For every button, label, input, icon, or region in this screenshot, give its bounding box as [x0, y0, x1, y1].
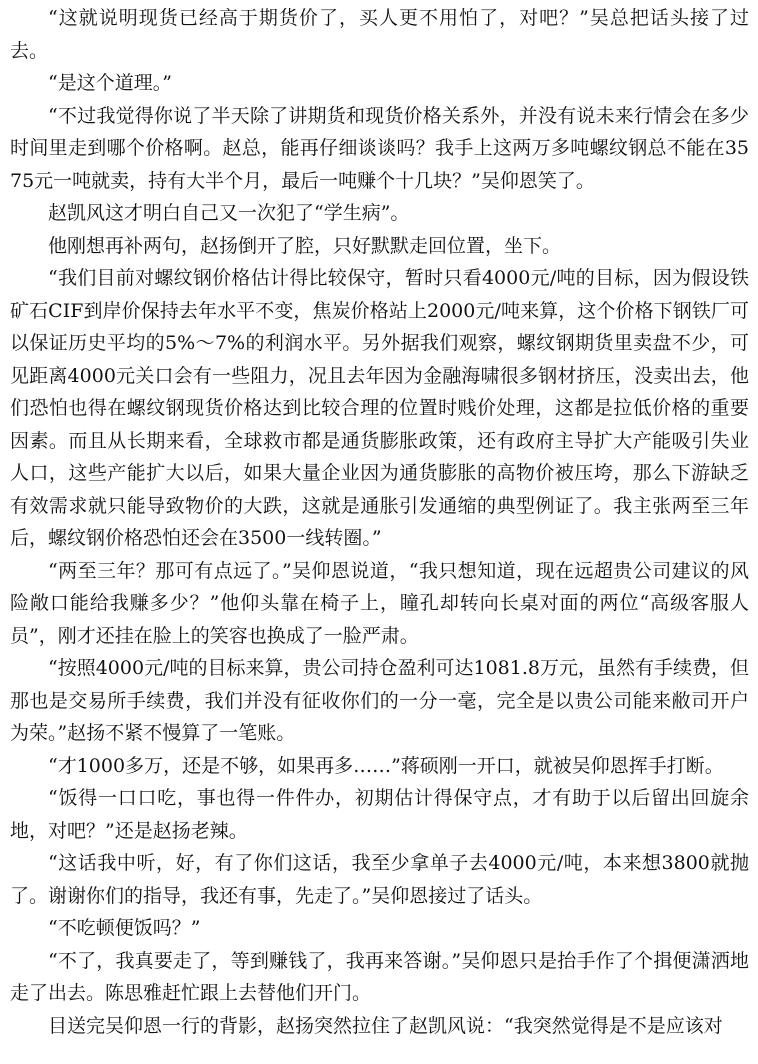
paragraph: “是这个道理。”	[48, 72, 172, 94]
paragraph: 他刚想再补两句，赵扬倒开了腔，只好默默走回位置，坐下。	[48, 234, 562, 257]
paragraph: 目送完吴仰恩一行的背影，赵扬突然拉住了赵凯风说：“我突然觉得是不是应该对	[48, 1014, 723, 1037]
paragraph: “两至三年？那可有点远了。”吴仰恩说道，“我只想知道，现在远超贵公司建议的风险敞口能给我赚多少？”他仰头靠在椅子上，瞳孔却转向长桌对面的两位“高级客服人员”，刚才还挂在脸上的笑容也换成了一脸严肃。	[10, 559, 749, 647]
paragraph: “才1000多万，还是不够，如果再多……”蒋硕刚一开口，就被吴仰恩挥手打断。	[48, 754, 724, 777]
paragraph: “不过我觉得你说了半天除了讲期货和现货价格关系外，并没有说未来行情会在多少时间里走到哪个价格啊。赵总，能再仔细谈谈吗？我手上这两万多吨螺纹钢总不能在3575元一吨就卖，持有大半个月，最后一吨赚个十几块？”吴仰恩笑了。	[10, 104, 749, 192]
paragraph: “这就说明现货已经高于期货价了，买人更不用怕了，对吧？”吴总把话头接了过去。	[10, 7, 749, 62]
paragraph: “这话我中听，好，有了你们这话，我至少拿单子去4000元/吨，本来想3800就抛了。谢谢你们的指导，我还有事，先走了。”吴仰恩接过了话头。	[10, 852, 749, 907]
paragraph: “我们目前对螺纹钢价格估计得比较保守，暂时只看4000元/吨的目标，因为假设铁矿石CIF到岸价保持去年水平不变，焦炭价格站上2000元/吨来算，这个价格下钢铁厂可以保证历史平均的5%～7%的利润水平。另外据我们观察，螺纹钢期货里卖盘不少，可见距离4000元关口会有一些阻力，况且去年因为金融海啸很多钢材挤压，没卖出去，他们恐怕也得在螺纹钢现货价格达到比较合理的位置时贱价处理，这都是拉低价格的重要因素。而且从长期来看，全球救市都是通货膨胀政策，还有政府主导扩大产能吸引失业人口，这些产能扩大以后，如果大量企业因为通货膨胀的高物价被压垮，那么下游缺乏有效需求就只能导致物价的大跌，这就是通胀引发通缩的典型例证了。我主张两至三年后，螺纹钢价格恐怕还会在3500一线转圈。”	[10, 267, 749, 549]
paragraph: “不吃顿便饭吗？”	[48, 917, 201, 939]
paragraph: “饭得一口口吃，事也得一件件办，初期估计得保守点，才有助于以后留出回旋余地，对吧？”还是赵扬老辣。	[10, 787, 749, 842]
paragraph: “不了，我真要走了，等到赚钱了，我再来答谢。”吴仰恩只是抬手作了个揖便潇洒地走了出去。陈思雅赶忙跟上去替他们开门。	[10, 949, 749, 1004]
paragraph: “按照4000元/吨的目标来算，贵公司持仓盈利可达1081.8万元，虽然有手续费，但那也是交易所手续费，我们并没有征收你们的一分一毫，完全是以贵公司能来敝司开户为荣。”赵扬不紧不慢算了一笔账。	[10, 657, 749, 744]
paragraph: 赵凯风这才明白自己又一次犯了“学生病”。	[48, 202, 410, 224]
